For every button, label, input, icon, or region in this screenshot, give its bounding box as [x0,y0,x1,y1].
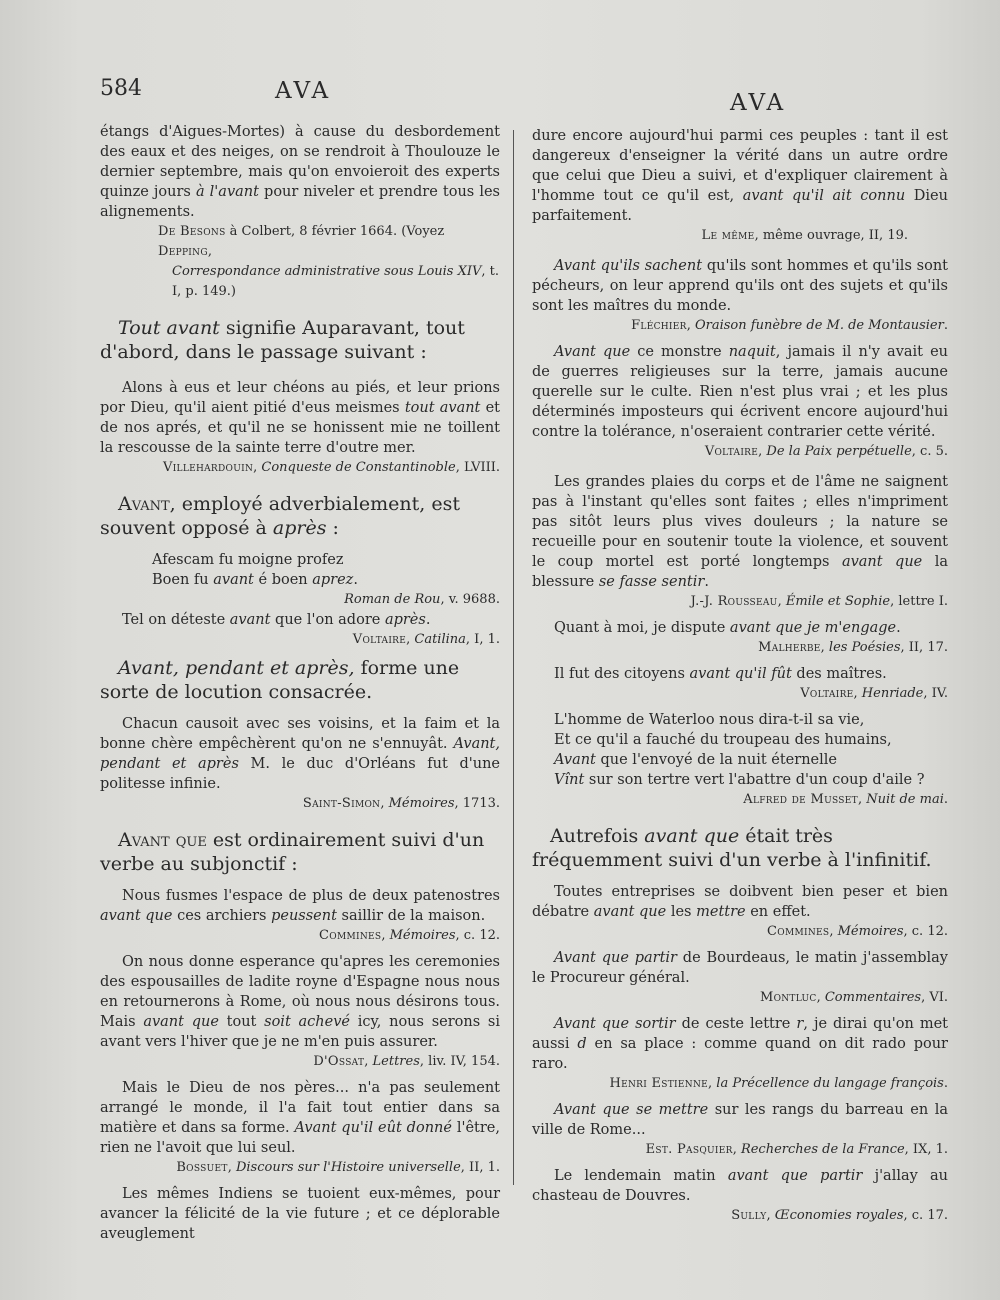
definition: Autrefois avant que était très fréquemment suivi d'un verbe à l'infinitif. [532,825,932,871]
citation: Voltaire, De la Paix perpétuelle, c. 5. [704,444,948,459]
citation: Bossuet, Discours sur l'Histoire universelle, II, 1. [176,1160,500,1175]
citation: Voltaire, Catilina, I, 1. [352,632,500,647]
quotation: Toutes entreprises se doibvent bien peser et bien débatre avant que les mettre en effet. [532,884,948,920]
citation: Villehardouin, Conqueste de Constantinoble, LVIII. [163,460,500,475]
left-column [100,122,500,1244]
definition: Tout avant signifie Auparavant, tout d'abord, dans le passage suivant : [100,317,465,363]
definition: Avant que est ordinairement suivi d'un verbe au subjonctif : [100,829,485,875]
verse-line: Il fut des citoyens avant qu'il fût des maîtres. [554,666,887,682]
quotation: Avant que sortir de ceste lettre r, je dirai qu'on met aussi d en sa place : comme quand on dit rado pour raro. [532,1016,948,1072]
verse-line: Avant que l'envoyé de la nuit éternelle [554,752,837,768]
running-head-right: AVA [730,90,787,116]
citation: Est. Pasquier, Recherches de la France, IX, 1. [645,1142,948,1157]
quotation: On nous donne esperance qu'apres les ceremonies des espousailles de ladite royne d'Espagne nous nous en retournerons à Rome, où nous nous désirons tous. Mais avant que tout soit achevé icy, nous serons si avant vers l'hiver que je ne m'en puis assurer. [100,954,500,1050]
verse-line: Boen fu avant é boen aprez. [152,572,358,588]
citation: Alfred de Musset, Nuit de mai. [743,792,948,807]
quotation: dure encore aujourd'hui parmi ces peuples : tant il est dangereux d'enseigner la vérité dans un autre ordre que celui que Dieu a suivi, et d'expliquer clairement à l'homme tout ce qu'il est, avant qu'il ait connu Dieu parfaitement. [532,128,948,224]
verse-line: Quant à moi, je dispute avant que je m'engage. [554,620,901,636]
quotation: Avant que se mettre sur les rangs du barreau en la ville de Rome... [532,1102,948,1138]
verse-line: Vînt sur son tertre vert l'abattre d'un coup d'aile ? [554,772,925,788]
citation: Fléchier, Oraison funèbre de M. de Montausier. [631,318,948,333]
definition: Avant, pendant et après, forme une sorte de locution consacrée. [100,657,460,703]
right-column [532,126,948,1226]
running-head-left: AVA [275,78,332,104]
citation: Sully, Œconomies royales, c. 17. [731,1208,948,1223]
verse-line: Et ce qu'il a fauché du troupeau des humains, [554,732,892,748]
citation: Roman de Rou, v. 9688. [344,592,500,607]
citation: Malherbe, les Poésies, II, 17. [758,640,948,655]
quotation: étangs d'Aigues-Mortes) à cause du desbordement des eaux et des neiges, on se rendroit à Thoulouze le dernier septembre, mais qu'on envoieroit des experts quinze jours à l'avant pour niveler et prendre tous les alignements. [100,124,500,220]
citation: Henri Estienne, la Précellence du langage françois. [609,1076,948,1091]
verse-line: Tel on déteste avant que l'on adore après. [122,612,431,628]
verse-line: Afescam fu moigne profez [152,552,344,568]
citation: Le même, même ouvrage, II, 19. [701,228,908,243]
definition: Avant, employé adverbialement, est souvent opposé à après : [100,493,460,539]
quotation: Les mêmes Indiens se tuoient eux-mêmes, pour avancer la félicité de la vie future ; et ce déplorable aveuglement [100,1186,500,1242]
citation: Montluc, Commentaires, VI. [759,990,948,1005]
quotation: Nous fusmes l'espace de plus de deux patenostres avant que ces archiers peussent saillir de la maison. [100,888,500,924]
column-divider [513,130,514,1185]
quotation: Chacun causoit avec ses voisins, et la faim et la bonne chère empêchèrent qu'on ne s'ennuyât. Avant, pendant et après M. le duc d'Orléans fut d'une politesse infinie. [100,716,500,792]
quotation: Avant qu'ils sachent qu'ils sont hommes et qu'ils sont pécheurs, on leur apprend qu'ils ont des sujets et qu'ils sont les maîtres du monde. [532,258,948,314]
citation: D'Ossat, Lettres, liv. IV, 154. [313,1054,500,1069]
quotation: Avant que partir de Bourdeaus, le matin j'assemblay le Procureur général. [532,950,948,986]
citation: Voltaire, Henriade, IV. [800,686,948,701]
quotation: Avant que ce monstre naquit, jamais il n'y avait eu de guerres religieuses sur la terre, jamais aucune querelle sur le culte. Rien n'est plus vrai ; et les plus déterminés imposteurs qui écrivent encore aujourd'hui contre la tolérance, n'oseraient contrarier cette vérité. [532,344,948,440]
quotation: Alons à eus et leur chéons au piés, et leur prions por Dieu, qu'il aient pitié d'eus meismes tout avant et de nos aprés, et qu'il ne se honissent mie ne toillent la rescousse de la sainte terre d'outre mer. [100,380,500,456]
citation: De Besons à Colbert, 8 février 1664. (Voyez Depping, Correspondance administrative sous Louis XIV, t. I, p. 149.) [158,224,500,299]
quotation: Le lendemain matin avant que partir j'allay au chasteau de Douvres. [532,1168,948,1204]
quotation: Mais le Dieu de nos pères... n'a pas seulement arrangé le monde, il l'a fait tout entier dans sa matière et dans sa forme. Avant qu'il eût donné l'être, rien ne l'avoit que lui seul. [100,1080,501,1156]
citation: Saint-Simon, Mémoires, 1713. [302,796,500,811]
verse-line: L'homme de Waterloo nous dira-t-il sa vie, [554,712,865,728]
citation: Commines, Mémoires, c. 12. [767,924,948,939]
quotation: Les grandes plaies du corps et de l'âme ne saignent pas à l'instant qu'elles sont faites ; elles n'impriment pas sitôt leurs plus vives douleurs ; la nature se recueille pour en soutenir toute la violence, et souvent le coup mortel est porté longtemps avant que la blessure se fasse sentir. [532,474,948,590]
citation: J.-J. Rousseau, Émile et Sophie, lettre I. [690,594,948,609]
citation: Commines, Mémoires, c. 12. [319,928,500,943]
page-number: 584 [100,76,142,101]
